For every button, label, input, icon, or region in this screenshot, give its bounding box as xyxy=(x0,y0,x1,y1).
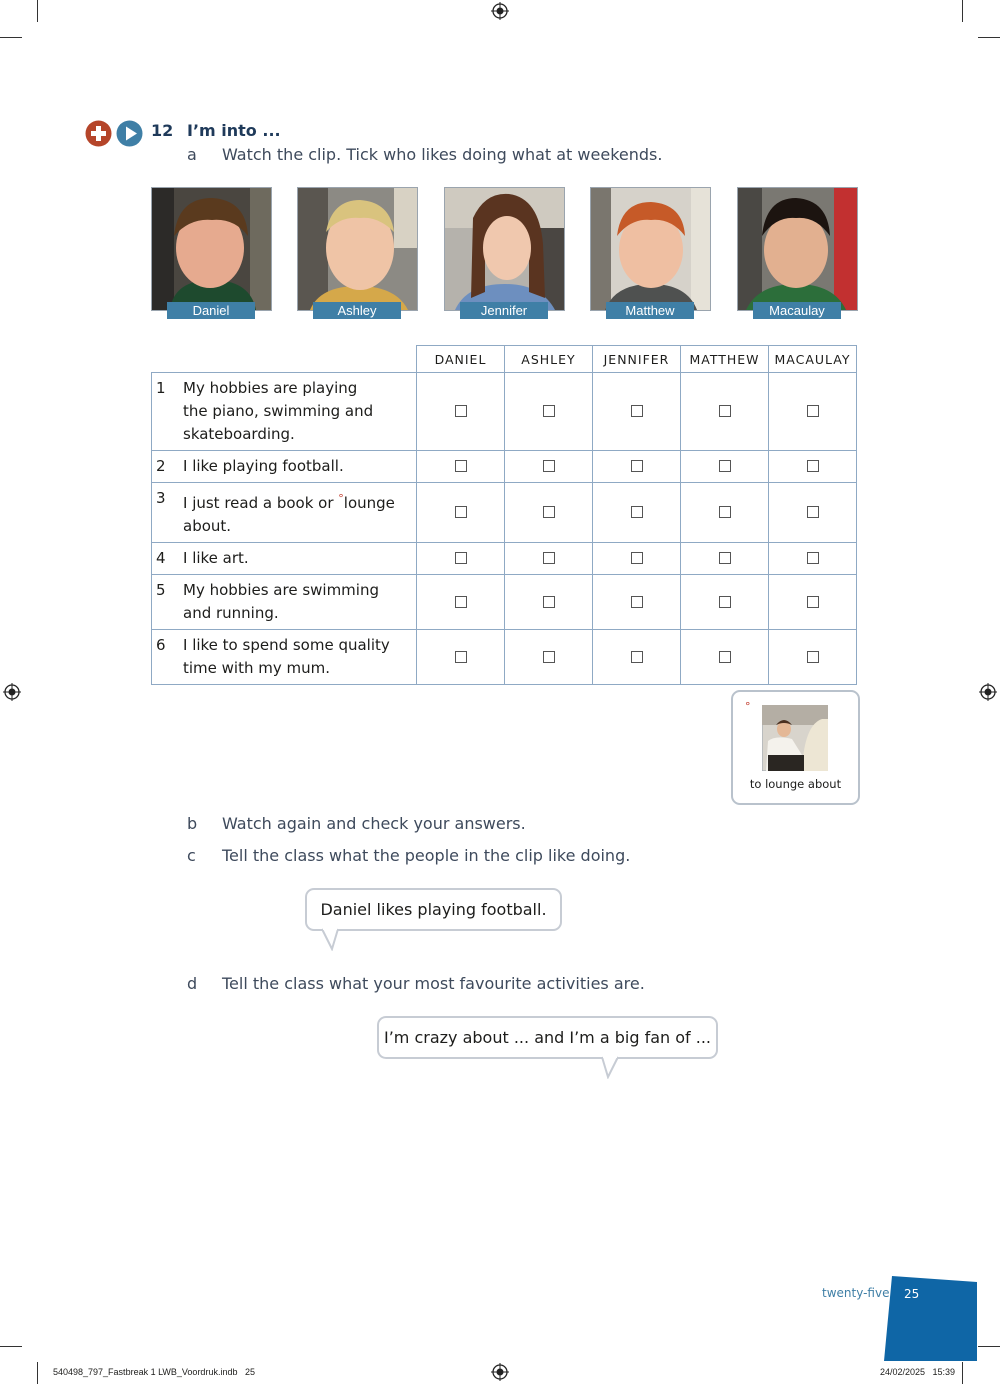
column-header-daniel: DANIEL xyxy=(417,346,505,373)
table-row xyxy=(152,630,857,685)
checkbox[interactable] xyxy=(807,651,819,663)
checkbox[interactable] xyxy=(719,552,731,564)
row-number: 1 xyxy=(156,379,166,397)
checkbox[interactable] xyxy=(631,460,643,472)
glossary-caption: to lounge about xyxy=(749,777,842,791)
registration-mark-icon xyxy=(491,2,509,20)
table-header-blank xyxy=(152,346,417,373)
subtask-letter-a: a xyxy=(187,145,197,164)
subtask-instruction-a: Watch the clip. Tick who likes doing what at weekends. xyxy=(222,145,663,164)
statement-line: about. xyxy=(183,517,232,535)
checkbox[interactable] xyxy=(631,552,643,564)
photo-ashley xyxy=(297,187,418,311)
checkbox[interactable] xyxy=(719,506,731,518)
checkbox[interactable] xyxy=(807,552,819,564)
photo-daniel xyxy=(151,187,272,311)
crop-mark xyxy=(962,1362,963,1384)
photo-jennifer xyxy=(444,187,565,311)
table-row xyxy=(152,575,857,630)
registration-mark-icon xyxy=(3,683,21,701)
glossary-marker: ° xyxy=(745,700,751,713)
speech-bubble-example xyxy=(377,1016,718,1059)
row-statement xyxy=(183,579,379,625)
row-statement: I like playing football. xyxy=(183,457,344,475)
play-icon[interactable] xyxy=(116,120,143,147)
name-tag-jennifer: Jennifer xyxy=(460,302,548,319)
crop-mark xyxy=(962,0,963,22)
table-header-row xyxy=(152,346,857,373)
row-number: 6 xyxy=(156,636,166,654)
checkbox[interactable] xyxy=(455,506,467,518)
glossary-box xyxy=(731,690,860,805)
row-statement xyxy=(183,487,395,538)
statement-line: lounge xyxy=(343,494,395,512)
glossary-marker: ° xyxy=(338,492,344,505)
checkbox[interactable] xyxy=(631,596,643,608)
checkbox[interactable] xyxy=(543,552,555,564)
plus-icon xyxy=(85,120,112,147)
crop-mark xyxy=(37,0,38,22)
subtask-letter-b: b xyxy=(187,814,198,833)
checkbox[interactable] xyxy=(543,651,555,663)
table-row xyxy=(152,373,857,451)
checkbox[interactable] xyxy=(631,651,643,663)
subtask-instruction-b: Watch again and check your answers. xyxy=(222,814,526,833)
name-tag-macaulay: Macaulay xyxy=(753,302,841,319)
checkbox[interactable] xyxy=(543,405,555,417)
checkbox[interactable] xyxy=(455,552,467,564)
statement-line: skateboarding. xyxy=(183,425,295,443)
column-header-macaulay: MACAULAY xyxy=(769,346,857,373)
name-tag-matthew: Matthew xyxy=(606,302,694,319)
name-tag-daniel: Daniel xyxy=(167,302,255,319)
page-tab xyxy=(884,1276,977,1361)
checkbox[interactable] xyxy=(543,460,555,472)
checkbox[interactable] xyxy=(807,506,819,518)
subtask-instruction-d: Tell the class what your most favourite activities are. xyxy=(222,974,645,993)
table-row xyxy=(152,483,857,543)
crop-mark xyxy=(37,1362,38,1384)
checkbox[interactable] xyxy=(455,460,467,472)
column-header-jennifer: JENNIFER xyxy=(593,346,681,373)
speech-bubble-tail xyxy=(598,1055,622,1079)
subtask-instruction-c: Tell the class what the people in the clip like doing. xyxy=(222,846,631,865)
checkbox[interactable] xyxy=(719,651,731,663)
checkbox[interactable] xyxy=(543,596,555,608)
speech-bubble-text: I’m crazy about ... and I’m a big fan of ... xyxy=(383,1028,712,1047)
row-statement: I like art. xyxy=(183,549,249,567)
statement-line: I just read a book or xyxy=(183,494,339,512)
statement-line: and running. xyxy=(183,604,279,622)
row-statement xyxy=(183,377,373,446)
statement-line: time with my mum. xyxy=(183,659,331,677)
checkbox[interactable] xyxy=(719,596,731,608)
exercise-number: 12 xyxy=(151,121,174,140)
checkbox[interactable] xyxy=(455,651,467,663)
print-slug-file: 540498_797_Fastbreak 1 LWB_Voordruk.indb 25 xyxy=(53,1367,255,1377)
checkbox[interactable] xyxy=(455,596,467,608)
registration-mark-icon xyxy=(979,683,997,701)
checkbox[interactable] xyxy=(807,405,819,417)
tick-table xyxy=(151,345,857,685)
glossary-illustration xyxy=(762,705,828,771)
row-number: 2 xyxy=(156,457,166,475)
checkbox[interactable] xyxy=(807,596,819,608)
statement-line: I like to spend some quality xyxy=(183,636,390,654)
name-tag-ashley: Ashley xyxy=(313,302,401,319)
checkbox[interactable] xyxy=(719,405,731,417)
column-header-ashley: ASHLEY xyxy=(505,346,593,373)
statement-line: My hobbies are playing xyxy=(183,379,358,397)
subtask-letter-d: d xyxy=(187,974,198,993)
photo-macaulay xyxy=(737,187,858,311)
crop-mark xyxy=(0,1346,22,1347)
checkbox[interactable] xyxy=(631,506,643,518)
speech-bubble-tail xyxy=(320,927,344,951)
checkbox[interactable] xyxy=(455,405,467,417)
column-header-matthew: MATTHEW xyxy=(681,346,769,373)
subtask-letter-c: c xyxy=(187,846,196,865)
speech-bubble-example xyxy=(305,888,562,931)
row-number: 3 xyxy=(156,489,166,507)
statement-line: My hobbies are swimming xyxy=(183,581,379,599)
speech-bubble-text: Daniel likes playing football. xyxy=(320,900,547,919)
checkbox[interactable] xyxy=(807,460,819,472)
exercise-title: I’m into ... xyxy=(187,121,281,140)
print-slug-date: 24/02/2025 15:39 xyxy=(880,1367,956,1377)
crop-mark xyxy=(978,37,1000,38)
table-row xyxy=(152,543,857,575)
crop-mark xyxy=(978,1346,1000,1347)
row-number: 5 xyxy=(156,581,166,599)
checkbox[interactable] xyxy=(543,506,555,518)
row-number: 4 xyxy=(156,549,166,567)
page-number: 25 xyxy=(904,1287,920,1301)
page-number-word: twenty-five xyxy=(822,1286,890,1300)
table-row xyxy=(152,451,857,483)
checkbox[interactable] xyxy=(719,460,731,472)
checkbox[interactable] xyxy=(631,405,643,417)
photo-matthew xyxy=(590,187,711,311)
registration-mark-icon xyxy=(491,1363,509,1381)
statement-line: the piano, swimming and xyxy=(183,402,374,420)
crop-mark xyxy=(0,37,22,38)
row-statement xyxy=(183,634,390,680)
